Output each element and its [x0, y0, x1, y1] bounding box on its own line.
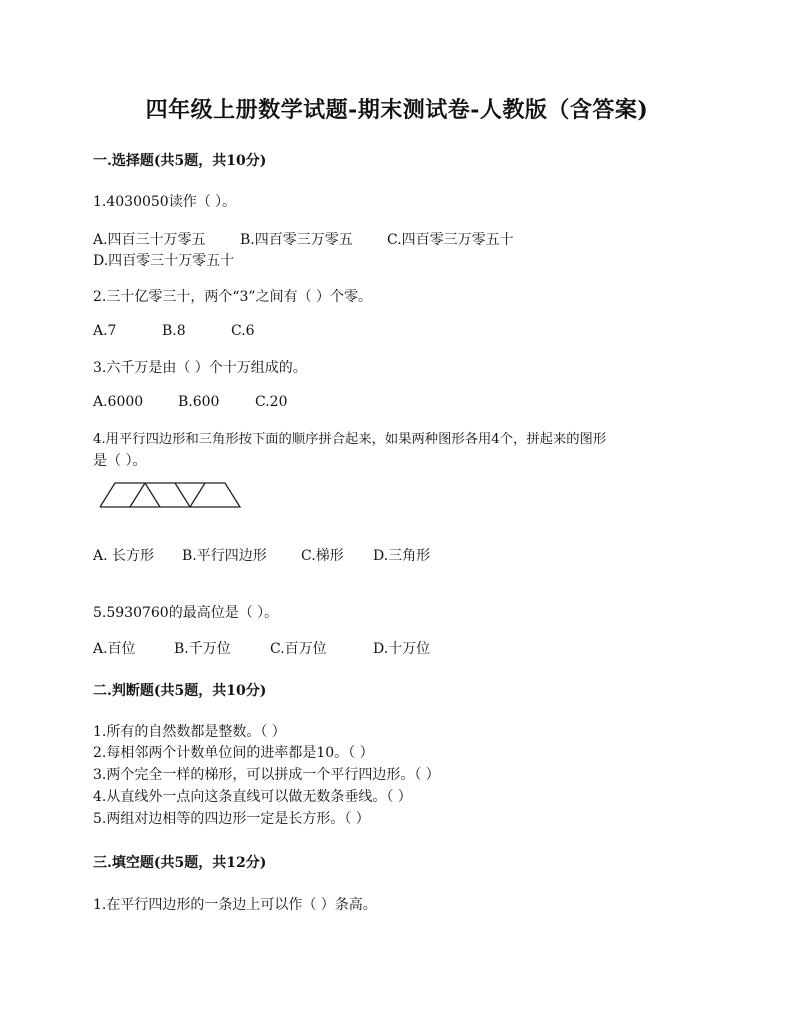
choice-q1-option-a: A.四百三十万零五 [93, 232, 206, 248]
figure-outline [100, 483, 240, 507]
choice-q1-option-d: D.四百零三十万零五十 [93, 253, 235, 269]
choice-q2-option-a: A.7 [93, 323, 117, 339]
choice-q1-option-c: C.四百零三万零五十 [387, 232, 514, 248]
choice-q4-option-d: D.三角形 [373, 548, 431, 564]
judge-item-1: 1.所有的自然数都是整数。（ ） [93, 724, 286, 740]
choice-q1-stem: 1.4030050读作（ ）。 [93, 194, 237, 210]
choice-q3-option-b: B.600 [178, 394, 220, 410]
choice-q5-option-b: B.千万位 [174, 641, 231, 657]
choice-q4-option-b: B.平行四边形 [182, 548, 267, 564]
section-fill-heading: 三.填空题(共5题，共12分) [93, 855, 267, 871]
choice-q2-stem: 2.三十亿零三十，两个“3”之间有（ ）个零。 [93, 289, 373, 305]
figure-divider [190, 483, 205, 507]
choice-q4-option-c: C.梯形 [301, 548, 344, 564]
choice-q4-option-a: A. 长方形 [93, 548, 155, 564]
choice-q2-option-b: B.8 [162, 323, 186, 339]
figure-divider [130, 483, 145, 507]
judge-item-5: 5.两组对边相等的四边形一定是长方形。（ ） [93, 811, 370, 827]
choice-q3-option-a: A.6000 [93, 394, 144, 410]
fill-item-1: 1.在平行四边形的一条边上可以作（ ）条高。 [93, 897, 377, 913]
judge-item-4: 4.从直线外一点向这条直线可以做无数条垂线。（ ） [93, 789, 412, 805]
choice-q5-option-d: D.十万位 [373, 641, 431, 657]
judge-item-2: 2.每相邻两个计数单位间的进率都是10。（ ） [93, 745, 374, 761]
section-judge-heading: 二.判断题(共5题，共10分) [93, 683, 267, 699]
choice-q5-option-a: A.百位 [93, 641, 136, 657]
choice-q4-stem-line2: 是（ ）。 [93, 453, 147, 469]
section-choice-heading: 一.选择题(共5题，共10分) [93, 153, 267, 169]
choice-q3-stem: 3.六千万是由（ ）个十万组成的。 [93, 360, 307, 376]
page-title: 四年级上册数学试题-期末测试卷-人教版（含答案) [145, 97, 649, 123]
figure-divider [175, 483, 190, 507]
choice-q4-stem-line1: 4.用平行四边形和三角形按下面的顺序拼合起来，如果两种图形各用4个，拼起来的图形 [93, 432, 607, 447]
choice-q5-option-c: C.百万位 [270, 641, 327, 657]
choice-q3-option-c: C.20 [255, 394, 288, 410]
choice-q2-option-c: C.6 [231, 323, 255, 339]
choice-q1-option-b: B.四百零三万零五 [240, 232, 353, 248]
judge-item-3: 3.两个完全一样的梯形，可以拼成一个平行四边形。（ ） [93, 767, 440, 783]
parallelogram-triangle-figure [96, 480, 246, 512]
choice-q5-stem: 5.5930760的最高位是（ ）。 [93, 605, 279, 621]
figure-divider [145, 483, 160, 507]
